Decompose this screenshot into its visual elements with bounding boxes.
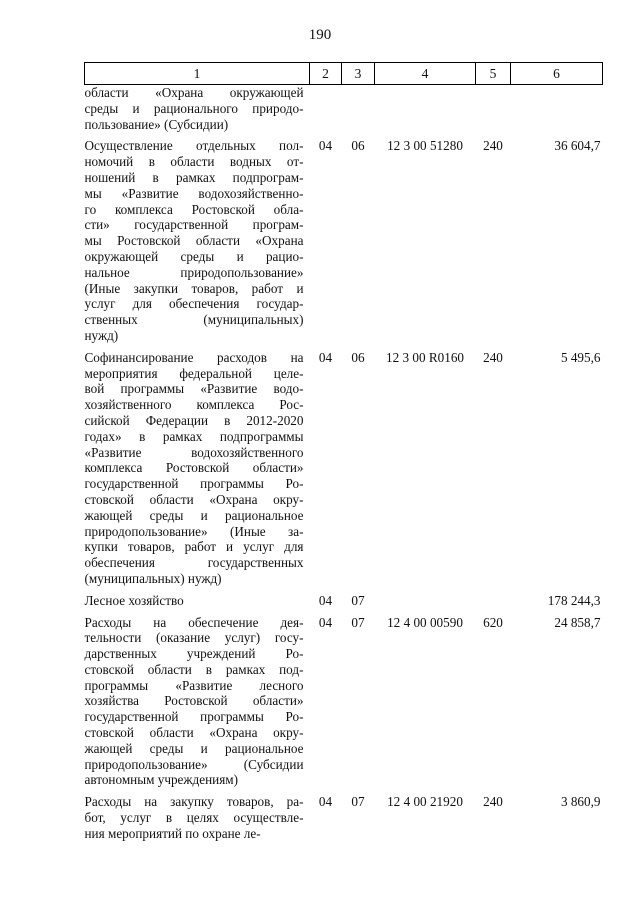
description-line: ственных (муниципальных) xyxy=(84,312,304,328)
subsection-code: 06 xyxy=(351,349,365,365)
description-line: бот, услуг в целях осуществле- xyxy=(84,810,304,826)
expense-type-code: 240 xyxy=(483,138,503,154)
description-line: программы «Развитие лесного xyxy=(84,677,304,693)
amount-value xyxy=(511,85,603,139)
table-header-row xyxy=(85,63,603,85)
header-col-4: 4 xyxy=(375,63,476,85)
table-row xyxy=(85,593,603,615)
description-line: жающей среды и рациональное xyxy=(84,740,304,756)
description-line: (муниципальных) нужд) xyxy=(84,570,222,586)
subsection-code: 07 xyxy=(351,794,365,810)
description-line: комплекса Ростовской области» xyxy=(84,460,304,476)
description-line: сийской Федерации в 2012-2020 xyxy=(84,412,304,428)
description-line: мероприятия федеральной целе- xyxy=(84,365,304,381)
subsection-code: 07 xyxy=(351,592,365,608)
description-line: сти» государственной програм- xyxy=(84,217,304,233)
description-line: нальное природопользование» xyxy=(84,264,304,280)
description-line: обеспечения государственных xyxy=(84,555,304,571)
description-line: ношений в рамках подпрограм- xyxy=(84,169,304,185)
row-description xyxy=(85,350,310,593)
table-row xyxy=(85,138,603,349)
description-line: купки товаров, работ и услуг для xyxy=(84,539,304,555)
description-line: государственной программы Ро- xyxy=(84,476,304,492)
description-line: природопользование» (Иные за- xyxy=(84,523,304,539)
description-line: стовской области «Охрана окру- xyxy=(84,725,304,741)
expense-type-code xyxy=(476,593,511,615)
table-row xyxy=(85,85,603,139)
description-line: Софинансирование расходов на xyxy=(84,349,304,365)
row-description xyxy=(85,138,310,349)
description-line: окружающей среды и рацио- xyxy=(84,248,304,264)
table-row xyxy=(85,794,603,847)
section-code: 04 xyxy=(318,138,333,154)
description-line: государственной программы Ро- xyxy=(84,709,304,725)
target-article-code: 12 4 00 21920 xyxy=(387,794,463,810)
description-line: мы «Развитие водохозяйственно- xyxy=(84,185,304,201)
subsection-code: 07 xyxy=(351,614,365,630)
description-line: среды и рационального природо- xyxy=(84,100,304,116)
expense-type-code: 240 xyxy=(483,349,503,365)
amount-value: 5 495,6 xyxy=(560,349,601,365)
row-description xyxy=(85,615,310,795)
description-line: жающей среды и рациональное xyxy=(84,507,304,523)
target-article-code: 12 3 00 R0160 xyxy=(385,349,465,365)
description-line: Расходы на закупку товаров, ра- xyxy=(84,794,304,810)
target-article-code xyxy=(375,85,476,139)
amount-value: 3 860,9 xyxy=(560,794,601,810)
row-description xyxy=(85,593,310,615)
section-code xyxy=(310,85,342,139)
description-line: вой программы «Развитие водо- xyxy=(84,381,304,397)
subsection-code xyxy=(342,85,375,139)
page-number: 190 xyxy=(308,27,332,43)
description-line: номочий в области водных от- xyxy=(84,154,304,170)
description-line: природопользование» (Субсидии xyxy=(84,756,304,772)
subsection-code: 06 xyxy=(351,138,365,154)
description-line: ния мероприятий по охране ле- xyxy=(84,825,261,841)
description-line: (Иные закупки товаров, работ и xyxy=(84,280,304,296)
table-row xyxy=(85,350,603,593)
expense-type-code: 620 xyxy=(483,614,503,630)
amount-value: 36 604,7 xyxy=(554,138,601,154)
description-line: мы Ростовской области «Охрана xyxy=(84,233,304,249)
section-code: 04 xyxy=(318,349,333,365)
description-line: пользование» (Субсидии) xyxy=(84,116,229,132)
description-line: Расходы на обеспечение дея- xyxy=(84,614,304,630)
description-line: нужд) xyxy=(84,327,119,343)
amount-value: 24 858,7 xyxy=(554,614,601,630)
header-col-3: 3 xyxy=(342,63,375,85)
expense-type-code: 240 xyxy=(483,794,503,810)
header-col-5: 5 xyxy=(476,63,511,85)
description-line: услуг для обеспечения государ- xyxy=(84,296,304,312)
expense-type-code xyxy=(476,85,511,139)
description-line: тельности (оказание услуг) госу- xyxy=(84,630,304,646)
row-description xyxy=(85,794,310,847)
target-article-code: 12 3 00 51280 xyxy=(387,138,463,154)
description-line: годах» в рамках подпрограммы xyxy=(84,428,304,444)
description-line: стовской области в рамках под- xyxy=(84,661,304,677)
section-code: 04 xyxy=(318,794,333,810)
description-line: стовской области «Охрана окру- xyxy=(84,491,304,507)
description-line: дарственных учреждений Ро- xyxy=(84,646,304,662)
description-line: Осуществление отдельных пол- xyxy=(84,138,304,154)
description-line: «Развитие водохозяйственного xyxy=(84,444,304,460)
description-line: области «Охрана окружающей xyxy=(84,85,304,100)
amount-value: 178 244,3 xyxy=(547,592,601,608)
target-article-code: 12 4 00 00590 xyxy=(387,614,463,630)
description-line: хозяйственного комплекса Рос- xyxy=(84,397,304,413)
section-code: 04 xyxy=(318,614,333,630)
budget-table xyxy=(84,62,603,848)
description-line: автономным учреждениям) xyxy=(84,772,239,788)
row-description xyxy=(85,85,310,139)
target-article-code xyxy=(375,593,476,615)
description-line: Лесное хозяйство xyxy=(84,592,184,608)
section-code: 04 xyxy=(318,592,333,608)
header-col-2: 2 xyxy=(310,63,342,85)
description-line: го комплекса Ростовской обла- xyxy=(84,201,304,217)
header-col-1: 1 xyxy=(85,63,310,85)
description-line: хозяйства Ростовской области» xyxy=(84,693,304,709)
table-row xyxy=(85,615,603,795)
header-col-6: 6 xyxy=(511,63,603,85)
